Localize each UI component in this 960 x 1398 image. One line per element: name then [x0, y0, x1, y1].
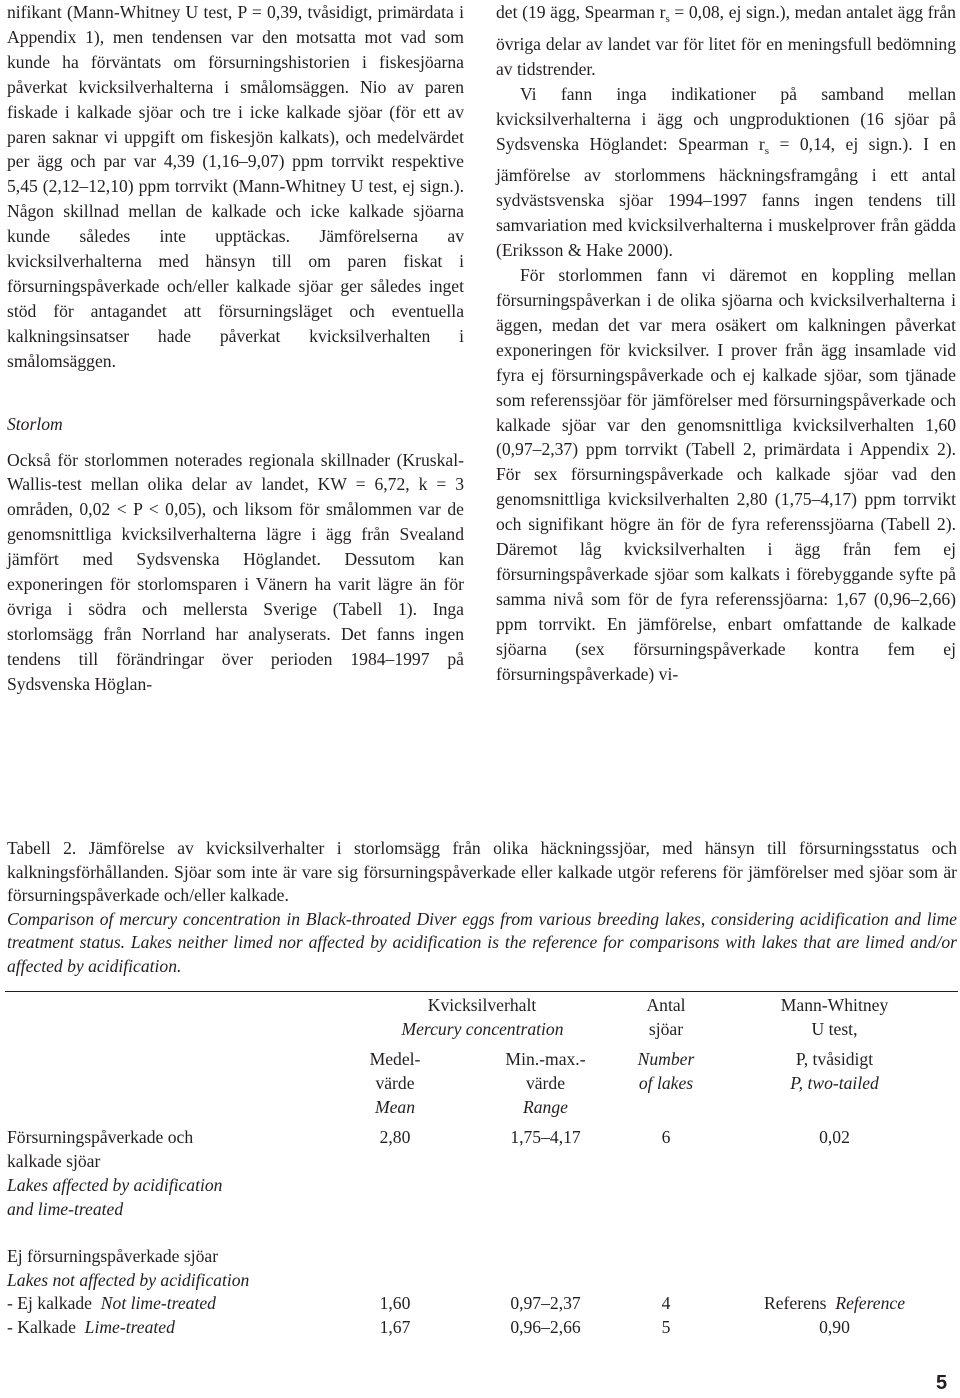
- section-heading-storlom: Storlom: [7, 413, 63, 434]
- row3-label-en: Lime-treated: [84, 1317, 175, 1337]
- left-paragraph-1: nifikant (Mann-Whitney U test, P = 0,39, tvåsidigt, primärdata i Appendix 1), men tendensen var den motsatta mot vad som kunde ha förväntats om försurningshistorien i fiskesjöarna påverkat kvicksilverhalterna i smålomsäggen. Nio av paren fiskade i kalkade sjöar och tre i icke kalkade sjöar (för ett av paren saknar vi uppgift om fiskesjön kalkats), och medelvärdet per ägg och par var 4,39 (1,16–9,07) ppm torrvikt respektive 5,45 (2,12–12,10) ppm torrvikt (Mann-Whitney U test, ej sign.). Någon skillnad mellan de kalkade och icke kalkade sjöarna kunde således inte upptäckas. Jämförelserna av kvicksilverhalterna med hänsyn till om paren fiskat i försurningspåverkade och/eller kalkade sjöar ger således inget stöd för antagandet att försurningsläget och eventuella kalkningsinsatser hade påverkat kvicksilverhalten i smålomsäggen.: [7, 2, 464, 371]
- header-mean-sv-1: Medel-: [369, 1049, 421, 1069]
- header-mw-2: U test,: [811, 1019, 858, 1039]
- row2-label-en: Not lime-treated: [100, 1293, 216, 1313]
- group-label-en: Lakes not affected by acidification: [7, 1270, 250, 1290]
- left-column: [7, 0, 464, 697]
- caption-english: Comparison of mercury concentration in Black-throated Diver eggs from various breeding lakes, considering acidification and lime treatment status. Lakes neither limed nor affected by acidification is the reference for comparisons with lakes that are limed and/or affected by acidification.: [7, 908, 957, 976]
- header-mean-sv-2: värde: [375, 1073, 415, 1093]
- header-count-en-1: Number: [637, 1049, 695, 1069]
- row2-range: 0,97–2,37: [510, 1293, 581, 1313]
- row1-label-sv-2: kalkade sjöar: [7, 1151, 101, 1171]
- right-paragraph-3: För storlommen fann vi däremot en koppling mellan försurningspåverkan i de olika sjöarna och kvicksilverhalterna i äggen, medan det var mera osäkert om kalkningen påverkat exponeringen för kvicksilver. I prover från ägg insamlade vid fyra ej försurningspåverkade och ej kalkade sjöar, som tjänade som referenssjöar för jämförelser med försurningspåverkade och kalkade sjöar var den genomsnittliga kvicksilverhalten 1,60 (0,97–2,37) ppm torrvikt (Tabell 2, primärdata i Appendix 2). För sex försurningspåverkade och kalkade sjöar vad den genomsnittliga kvicksilverhalten 2,80 (1,75–4,17) ppm torrvikt och signifikant högre än för de fyra referenssjöarna (Tabell 2). Däremot låg kvicksilverhalten i ägg från fem ej försurningspåverkade sjöar som kalkats i förebyggande syfte på samma nivå som för de fyra referenssjöarna: 1,67 (0,96–2,66) ppm torrvikt. En jämförelse, enbart omfattande de kalkade sjöarna (sex försurningspåverkade kontra fem ej försurningspåverkade) vi-: [496, 265, 956, 684]
- subscript-s: s: [665, 13, 670, 25]
- page-number: 5: [936, 1372, 948, 1394]
- header-p-en: P, two-tailed: [790, 1073, 879, 1093]
- left-paragraph-2: Också för storlommen noterades regionala skillnader (Kruskal-Wallis-test mellan olika delar av landet, KW = 6,72, k = 3 områden, 0,02 < P < 0,05), och liksom för smålommen var de genomsnittliga kvicksilverhalterna lägre i ägg från Svealand jämfört med Sydsvenska Höglandet. Dessutom kan exponeringen för storlomsparen i Vänern ha varit lägre än för övriga i södra och mellersta Sverige (Tabell 1). Inga storlomsägg från Norrland har analyserats. Det fanns ingen tendens till förändringar över perioden 1984–1997 på Sydsvenska Höglan-: [7, 449, 464, 694]
- row3-label-sv: - Kalkade: [7, 1317, 76, 1337]
- row3-label: [7, 1316, 175, 1340]
- table-top-rule: [5, 991, 958, 992]
- row3-p-value: 0,90: [819, 1317, 850, 1337]
- header-range-sv-2: värde: [525, 1073, 566, 1093]
- header-concentration-en: Mercury concentration: [401, 1019, 564, 1039]
- row1-count: 6: [661, 1127, 671, 1147]
- header-count-en-2: of lakes: [638, 1073, 694, 1093]
- row1-mean: 2,80: [379, 1127, 411, 1147]
- row2-mean: 1,60: [379, 1293, 411, 1313]
- row2-count: 4: [661, 1293, 671, 1313]
- right-p1-text-b: = 0,08, ej sign.), medan antalet ägg från övriga delar av landet var för litet för en meningsfull bedömning av tidstrender.: [496, 2, 956, 79]
- row1-label-en-1: Lakes affected by acidification: [7, 1175, 223, 1195]
- row2-label: [7, 1292, 216, 1316]
- subscript-s: s: [764, 144, 770, 157]
- row2-label-sv: - Ej kalkade: [7, 1293, 92, 1313]
- right-column: [496, 0, 956, 686]
- right-p1-text-a: det (19 ägg, Spearman r: [496, 2, 666, 22]
- group-label-sv: Ej försurningspåverkade sjöar: [7, 1246, 219, 1266]
- header-p-sv: P, tvåsidigt: [795, 1049, 874, 1069]
- row2-p-en: Reference: [835, 1293, 905, 1313]
- right-p2-text-a: Vi fann inga indikationer på samband mellan kvicksilverhalterna i ägg och ungproduktionen (16 sjöar på Sydsvenska Höglandet: Spearman r: [496, 83, 956, 154]
- right-paragraph-2: [496, 82, 956, 263]
- row1-label-en-2: and lime-treated: [7, 1199, 124, 1219]
- header-count-sv-1: Antal: [646, 995, 686, 1015]
- row3-mean: 1,67: [379, 1317, 411, 1337]
- row1-p-value: 0,02: [819, 1127, 850, 1147]
- header-count-sv-2: sjöar: [648, 1019, 684, 1039]
- right-paragraph-1: [496, 0, 956, 82]
- header-concentration-sv: Kvicksilverhalt: [427, 995, 537, 1015]
- table-caption: [7, 837, 957, 978]
- header-mean-en: Mean: [374, 1097, 416, 1117]
- row1-label-sv-1: Försurningspåverkade och: [7, 1127, 194, 1147]
- header-range-en: Range: [523, 1097, 568, 1117]
- row2-p-value: [742, 1292, 927, 1316]
- header-mw-1: Mann-Whitney: [780, 995, 889, 1015]
- row1-range: 1,75–4,17: [510, 1127, 581, 1147]
- row2-p-sv: Referens: [764, 1293, 827, 1313]
- caption-swedish: Tabell 2. Jämförelse av kvicksilverhalter i storlomsägg från olika häckningssjöar, med hänsyn till försurningsstatus och kalkningsförhållanden. Sjöar som inte är vare sig försurningspåverkade eller kalkade utgör referens för jämförelser med sjöar som är försurningspåverkade och/eller kalkade.: [7, 838, 957, 905]
- row3-range: 0,96–2,66: [510, 1317, 581, 1337]
- right-p2-text-b: = 0,14, ej sign.). I en jämförelse av storlommens häckningsframgång i ett antal sydvästsvenska sjöar 1994–1997 fanns ingen tendens till samvariation med kvicksilverhalterna i muskelprover från gädda (Eriksson & Hake 2000).: [496, 133, 956, 261]
- row3-count: 5: [661, 1317, 671, 1337]
- header-range-sv-1: Min.-max.-: [505, 1049, 586, 1069]
